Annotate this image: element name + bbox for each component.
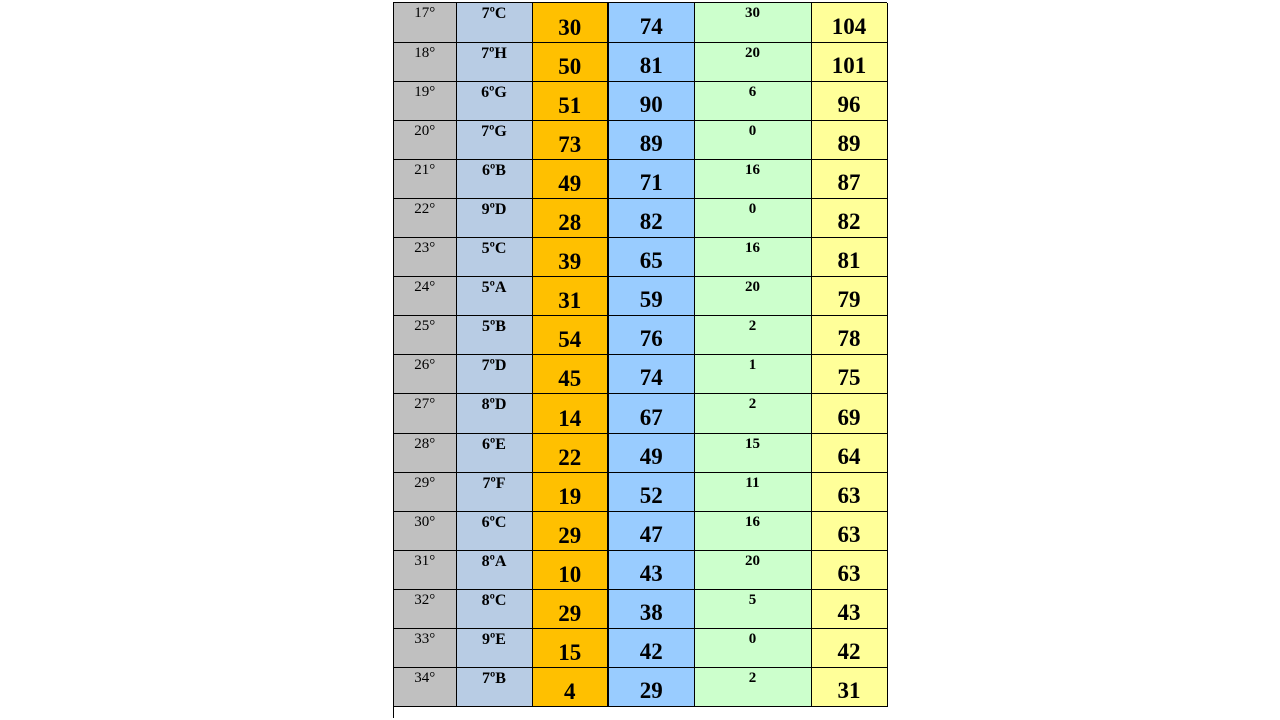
score-green-cell: 2 — [694, 668, 811, 707]
total-score-cell: 78 — [811, 316, 887, 355]
class-group-cell: 7ºG — [456, 120, 532, 159]
class-group-cell: 8ºD — [456, 394, 532, 433]
table-row — [394, 472, 887, 511]
score-orange-cell: 10 — [532, 550, 608, 589]
rank-cell: 20° — [394, 120, 456, 159]
total-score-cell: 82 — [811, 198, 887, 237]
class-group-cell: 6ºE — [456, 433, 532, 472]
score-orange-cell: 19 — [532, 472, 608, 511]
rank-cell: 34° — [394, 668, 456, 707]
rank-cell: 23° — [394, 238, 456, 277]
score-blue-cell: 47 — [608, 511, 694, 550]
table-row — [394, 355, 887, 394]
total-score-cell: 89 — [811, 120, 887, 159]
score-green-cell: 0 — [694, 198, 811, 237]
class-group-cell: 8ºC — [456, 589, 532, 628]
score-blue-cell: 52 — [608, 472, 694, 511]
score-green-cell: 20 — [694, 42, 811, 81]
table-row — [394, 120, 887, 159]
score-orange-cell: 15 — [532, 629, 608, 668]
score-blue-cell: 81 — [608, 42, 694, 81]
rank-cell: 33° — [394, 629, 456, 668]
total-score-cell: 101 — [811, 42, 887, 81]
rank-cell: 32° — [394, 589, 456, 628]
score-blue-cell: 74 — [608, 355, 694, 394]
score-blue-cell: 42 — [608, 629, 694, 668]
total-score-cell: 79 — [811, 277, 887, 316]
score-green-cell: 5 — [694, 589, 811, 628]
rank-cell: 25° — [394, 316, 456, 355]
table-row — [394, 511, 887, 550]
class-group-cell: 6ºG — [456, 81, 532, 120]
total-score-cell: 69 — [811, 394, 887, 433]
score-blue-cell: 74 — [608, 3, 694, 42]
score-orange-cell: 45 — [532, 355, 608, 394]
table-row — [394, 629, 887, 668]
ranking-table — [394, 3, 888, 707]
total-score-cell: 63 — [811, 550, 887, 589]
total-score-cell: 43 — [811, 589, 887, 628]
score-green-cell: 16 — [694, 159, 811, 198]
total-score-cell: 31 — [811, 668, 887, 707]
class-group-cell: 9ºD — [456, 198, 532, 237]
score-blue-cell: 67 — [608, 394, 694, 433]
score-orange-cell: 4 — [532, 668, 608, 707]
score-green-cell: 11 — [694, 472, 811, 511]
table-row — [394, 550, 887, 589]
score-orange-cell: 50 — [532, 42, 608, 81]
score-blue-cell: 82 — [608, 198, 694, 237]
total-score-cell: 81 — [811, 238, 887, 277]
rank-cell: 21° — [394, 159, 456, 198]
score-blue-cell: 71 — [608, 159, 694, 198]
score-green-cell: 15 — [694, 433, 811, 472]
score-blue-cell: 29 — [608, 668, 694, 707]
score-orange-cell: 14 — [532, 394, 608, 433]
rank-cell: 17° — [394, 3, 456, 42]
rank-cell: 28° — [394, 433, 456, 472]
class-group-cell: 8ºA — [456, 550, 532, 589]
class-group-cell: 6ºB — [456, 159, 532, 198]
class-group-cell: 7ºB — [456, 668, 532, 707]
score-orange-cell: 39 — [532, 238, 608, 277]
class-group-cell: 5ºA — [456, 277, 532, 316]
total-score-cell: 63 — [811, 511, 887, 550]
rank-cell: 30° — [394, 511, 456, 550]
class-group-cell: 7ºD — [456, 355, 532, 394]
score-green-cell: 2 — [694, 316, 811, 355]
class-group-cell: 9ºE — [456, 629, 532, 668]
score-green-cell: 20 — [694, 550, 811, 589]
score-orange-cell: 73 — [532, 120, 608, 159]
score-blue-cell: 90 — [608, 81, 694, 120]
table-row — [394, 316, 887, 355]
score-orange-cell: 30 — [532, 3, 608, 42]
table-row — [394, 238, 887, 277]
score-green-cell: 2 — [694, 394, 811, 433]
table-row — [394, 668, 887, 707]
score-orange-cell: 29 — [532, 511, 608, 550]
score-green-cell: 0 — [694, 120, 811, 159]
score-green-cell: 30 — [694, 3, 811, 42]
ranking-table-container — [393, 2, 887, 718]
table-row — [394, 394, 887, 433]
rank-cell: 26° — [394, 355, 456, 394]
total-score-cell: 64 — [811, 433, 887, 472]
table-row — [394, 589, 887, 628]
score-blue-cell: 59 — [608, 277, 694, 316]
table-row — [394, 42, 887, 81]
score-green-cell: 16 — [694, 511, 811, 550]
score-orange-cell: 29 — [532, 589, 608, 628]
score-orange-cell: 28 — [532, 198, 608, 237]
table-row — [394, 81, 887, 120]
rank-cell: 18° — [394, 42, 456, 81]
score-blue-cell: 76 — [608, 316, 694, 355]
class-group-cell: 6ºC — [456, 511, 532, 550]
score-blue-cell: 38 — [608, 589, 694, 628]
total-score-cell: 75 — [811, 355, 887, 394]
class-group-cell: 7ºH — [456, 42, 532, 81]
rank-cell: 31° — [394, 550, 456, 589]
ranking-table-body — [394, 3, 887, 707]
total-score-cell: 104 — [811, 3, 887, 42]
total-score-cell: 87 — [811, 159, 887, 198]
class-group-cell: 7ºC — [456, 3, 532, 42]
score-orange-cell: 54 — [532, 316, 608, 355]
score-orange-cell: 22 — [532, 433, 608, 472]
class-group-cell: 5ºB — [456, 316, 532, 355]
rank-cell: 22° — [394, 198, 456, 237]
table-row — [394, 433, 887, 472]
total-score-cell: 63 — [811, 472, 887, 511]
table-row — [394, 159, 887, 198]
total-score-cell: 96 — [811, 81, 887, 120]
score-orange-cell: 51 — [532, 81, 608, 120]
class-group-cell: 7ºF — [456, 472, 532, 511]
score-orange-cell: 31 — [532, 277, 608, 316]
class-group-cell: 5ºC — [456, 238, 532, 277]
score-green-cell: 1 — [694, 355, 811, 394]
score-blue-cell: 49 — [608, 433, 694, 472]
total-score-cell: 42 — [811, 629, 887, 668]
rank-cell: 19° — [394, 81, 456, 120]
score-green-cell: 6 — [694, 81, 811, 120]
score-blue-cell: 43 — [608, 550, 694, 589]
score-green-cell: 16 — [694, 238, 811, 277]
table-row — [394, 198, 887, 237]
score-green-cell: 20 — [694, 277, 811, 316]
rank-cell: 29° — [394, 472, 456, 511]
table-row — [394, 3, 887, 42]
table-row — [394, 277, 887, 316]
score-blue-cell: 89 — [608, 120, 694, 159]
score-orange-cell: 49 — [532, 159, 608, 198]
rank-cell: 24° — [394, 277, 456, 316]
score-green-cell: 0 — [694, 629, 811, 668]
score-blue-cell: 65 — [608, 238, 694, 277]
rank-cell: 27° — [394, 394, 456, 433]
